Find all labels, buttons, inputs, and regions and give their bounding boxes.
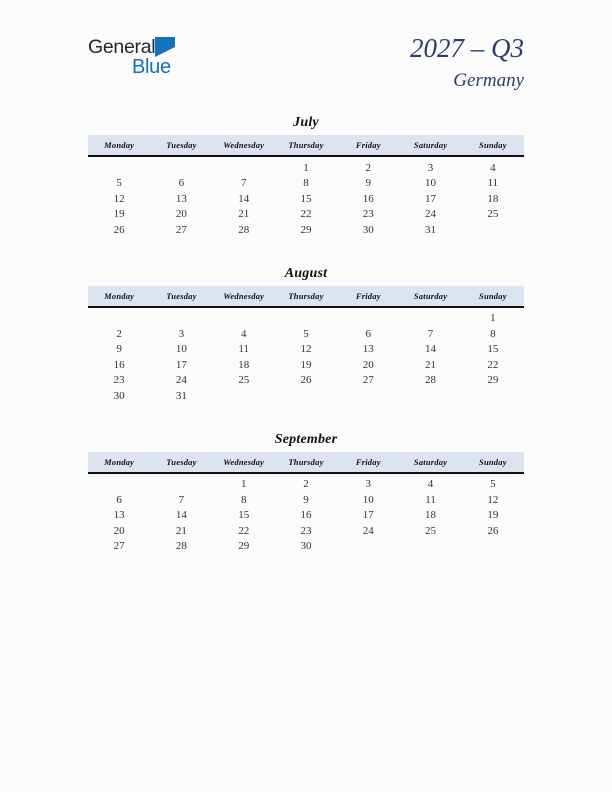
- week-row: [88, 156, 524, 176]
- day-cell[interactable]: 8: [490, 327, 496, 340]
- week-row: [88, 357, 524, 373]
- empty-day-cell: [213, 156, 275, 176]
- day-cell[interactable]: 25: [238, 374, 250, 387]
- month-block: [88, 113, 524, 238]
- day-cell[interactable]: 22: [238, 524, 250, 537]
- day-cell[interactable]: 8: [303, 177, 309, 190]
- day-cell[interactable]: 21: [425, 358, 437, 371]
- empty-day-cell: [213, 388, 275, 404]
- week-row: [88, 191, 524, 207]
- day-cell[interactable]: 26: [300, 374, 312, 387]
- day-cell[interactable]: 12: [113, 192, 125, 205]
- day-cell[interactable]: 3: [365, 478, 372, 491]
- day-cell[interactable]: 28: [175, 540, 187, 553]
- empty-day-cell: [399, 388, 461, 404]
- day-cell[interactable]: 19: [487, 509, 499, 522]
- day-cell[interactable]: 31: [175, 389, 187, 402]
- day-cell[interactable]: 10: [362, 493, 374, 506]
- day-cell[interactable]: 1: [303, 161, 309, 174]
- weekday-header-tuesday: Tuesday: [150, 452, 212, 473]
- day-cell[interactable]: 16: [300, 509, 312, 522]
- weekday-header-thursday: Thursday: [275, 452, 337, 473]
- empty-day-cell: [213, 307, 275, 327]
- day-cell[interactable]: 27: [175, 223, 187, 236]
- empty-day-cell: [150, 473, 212, 493]
- day-cell[interactable]: 23: [113, 374, 125, 387]
- day-cell[interactable]: 16: [113, 358, 125, 371]
- page-header: [0, 0, 612, 110]
- day-cell[interactable]: 4: [427, 478, 434, 491]
- day-cell[interactable]: 1: [240, 478, 247, 491]
- day-cell[interactable]: 28: [238, 223, 250, 236]
- empty-day-cell: [88, 473, 150, 493]
- day-cell[interactable]: 31: [425, 223, 437, 236]
- empty-day-cell: [399, 307, 461, 327]
- week-row: [88, 207, 524, 223]
- page-subtitle: Germany: [453, 70, 524, 91]
- day-cell[interactable]: 23: [300, 524, 312, 537]
- day-cell[interactable]: 24: [175, 374, 187, 387]
- day-cell[interactable]: 6: [116, 493, 122, 506]
- weekday-header-tuesday: Tuesday: [150, 135, 212, 156]
- day-cell[interactable]: 29: [300, 223, 312, 236]
- weekday-header-tuesday: Tuesday: [150, 286, 212, 307]
- weekday-header-wednesday: Wednesday: [213, 452, 275, 473]
- day-cell[interactable]: 8: [240, 493, 247, 506]
- day-cell[interactable]: 17: [175, 358, 187, 371]
- day-cell[interactable]: 27: [362, 374, 374, 387]
- calendar-table: [88, 286, 524, 404]
- weekday-header-friday: Friday: [337, 135, 399, 156]
- day-cell[interactable]: 15: [300, 192, 312, 205]
- day-cell[interactable]: 11: [487, 177, 499, 190]
- day-cell[interactable]: 5: [303, 327, 309, 340]
- day-cell[interactable]: 19: [113, 208, 125, 221]
- week-row: [88, 373, 524, 389]
- weekday-header-row: [88, 135, 524, 156]
- weekday-header-row: [88, 452, 524, 473]
- day-cell[interactable]: 3: [178, 327, 185, 340]
- calendar-table: [88, 135, 524, 238]
- empty-day-cell: [462, 539, 524, 555]
- empty-day-cell: [337, 388, 399, 404]
- week-row: [88, 307, 524, 327]
- week-row: [88, 473, 524, 493]
- day-cell[interactable]: 18: [425, 509, 437, 522]
- day-cell[interactable]: 10: [425, 177, 437, 190]
- day-cell[interactable]: 5: [490, 478, 496, 491]
- day-cell[interactable]: 2: [365, 161, 372, 174]
- week-row: [88, 539, 524, 555]
- weekday-header-sunday: Sunday: [462, 135, 524, 156]
- week-row: [88, 176, 524, 192]
- empty-day-cell: [150, 307, 212, 327]
- weekday-header-sunday: Sunday: [462, 452, 524, 473]
- day-cell[interactable]: 30: [300, 540, 312, 553]
- day-cell[interactable]: 9: [303, 493, 309, 506]
- day-cell[interactable]: 25: [425, 524, 437, 537]
- day-cell[interactable]: 18: [238, 358, 250, 371]
- day-cell[interactable]: 16: [362, 192, 374, 205]
- day-cell[interactable]: 19: [300, 358, 312, 371]
- logo-blue-text: Blue: [132, 56, 171, 78]
- month-block: [88, 430, 524, 555]
- day-cell[interactable]: 20: [362, 358, 374, 371]
- day-cell[interactable]: 23: [362, 208, 374, 221]
- day-cell[interactable]: 2: [116, 327, 122, 340]
- months-container: [88, 113, 524, 580]
- day-cell[interactable]: 20: [175, 208, 187, 221]
- weekday-header-monday: Monday: [88, 135, 150, 156]
- day-cell[interactable]: 22: [487, 358, 499, 371]
- day-cell[interactable]: 17: [362, 509, 374, 522]
- day-cell[interactable]: 9: [365, 177, 372, 190]
- weekday-header-saturday: Saturday: [399, 135, 461, 156]
- week-row: [88, 508, 524, 524]
- weekday-header-monday: Monday: [88, 452, 150, 473]
- empty-day-cell: [275, 307, 337, 327]
- day-cell[interactable]: 11: [238, 343, 249, 356]
- empty-day-cell: [150, 156, 212, 176]
- empty-day-cell: [399, 539, 461, 555]
- weekday-header-thursday: Thursday: [275, 135, 337, 156]
- day-cell[interactable]: 7: [178, 493, 185, 506]
- empty-day-cell: [462, 222, 524, 238]
- day-cell[interactable]: 17: [425, 192, 437, 205]
- empty-day-cell: [88, 307, 150, 327]
- day-cell[interactable]: 4: [490, 161, 496, 174]
- day-cell[interactable]: 15: [487, 343, 499, 356]
- weekday-header-friday: Friday: [337, 286, 399, 307]
- weekday-header-saturday: Saturday: [399, 452, 461, 473]
- month-block: [88, 264, 524, 404]
- month-title: September: [274, 431, 338, 447]
- day-cell[interactable]: 6: [365, 327, 372, 340]
- day-cell[interactable]: 24: [425, 208, 437, 221]
- day-cell[interactable]: 10: [175, 343, 187, 356]
- day-cell[interactable]: 12: [487, 493, 499, 506]
- weekday-header-monday: Monday: [88, 286, 150, 307]
- day-cell[interactable]: 28: [425, 374, 437, 387]
- empty-day-cell: [337, 307, 399, 327]
- day-cell[interactable]: 7: [427, 327, 434, 340]
- week-row: [88, 326, 524, 342]
- weekday-header-row: [88, 286, 524, 307]
- month-title: July: [293, 115, 319, 130]
- day-cell[interactable]: 15: [238, 509, 250, 522]
- day-cell[interactable]: 14: [175, 509, 187, 522]
- empty-day-cell: [275, 388, 337, 404]
- day-cell[interactable]: 18: [487, 192, 499, 205]
- month-title: August: [284, 265, 328, 281]
- day-cell[interactable]: 9: [116, 343, 122, 356]
- day-cell[interactable]: 2: [303, 478, 309, 491]
- day-cell[interactable]: 7: [240, 177, 247, 190]
- empty-day-cell: [88, 156, 150, 176]
- day-cell[interactable]: 29: [238, 540, 250, 553]
- weekday-header-wednesday: Wednesday: [213, 286, 275, 307]
- week-row: [88, 342, 524, 358]
- weekday-header-sunday: Sunday: [462, 286, 524, 307]
- day-cell[interactable]: 27: [113, 540, 125, 553]
- day-cell[interactable]: 5: [116, 177, 122, 190]
- day-cell[interactable]: 25: [487, 208, 499, 221]
- day-cell[interactable]: 29: [487, 374, 499, 387]
- brand-logo[interactable]: [88, 36, 198, 82]
- day-cell[interactable]: 4: [240, 327, 247, 340]
- day-cell[interactable]: 30: [113, 389, 125, 402]
- day-cell[interactable]: 21: [175, 524, 187, 537]
- day-cell[interactable]: 26: [113, 223, 125, 236]
- day-cell[interactable]: 12: [300, 343, 312, 356]
- day-cell[interactable]: 20: [113, 524, 125, 537]
- weekday-header-thursday: Thursday: [275, 286, 337, 307]
- empty-day-cell: [337, 539, 399, 555]
- page-title: 2027 – Q3: [410, 33, 524, 63]
- day-cell[interactable]: 26: [487, 524, 499, 537]
- day-cell[interactable]: 11: [425, 493, 436, 506]
- day-cell[interactable]: 13: [175, 192, 187, 205]
- calendar-table: [88, 452, 524, 555]
- day-cell[interactable]: 13: [113, 509, 125, 522]
- day-cell[interactable]: 14: [238, 192, 250, 205]
- day-cell[interactable]: 30: [362, 223, 374, 236]
- week-row: [88, 388, 524, 404]
- title-block: [410, 32, 524, 94]
- day-cell[interactable]: 6: [178, 177, 185, 190]
- week-row: [88, 523, 524, 539]
- logo-general-text: General: [88, 36, 156, 58]
- week-row: [88, 492, 524, 508]
- day-cell[interactable]: 24: [362, 524, 374, 537]
- sail-triangle-icon: [155, 37, 175, 57]
- day-cell[interactable]: 21: [238, 208, 250, 221]
- logo-top-row: [88, 36, 175, 58]
- week-row: [88, 222, 524, 238]
- day-cell[interactable]: 22: [300, 208, 312, 221]
- empty-day-cell: [462, 388, 524, 404]
- day-cell[interactable]: 1: [490, 312, 496, 325]
- day-cell[interactable]: 13: [362, 343, 374, 356]
- day-cell[interactable]: 3: [427, 161, 434, 174]
- day-cell[interactable]: 14: [425, 343, 437, 356]
- weekday-header-saturday: Saturday: [399, 286, 461, 307]
- weekday-header-wednesday: Wednesday: [213, 135, 275, 156]
- weekday-header-friday: Friday: [337, 452, 399, 473]
